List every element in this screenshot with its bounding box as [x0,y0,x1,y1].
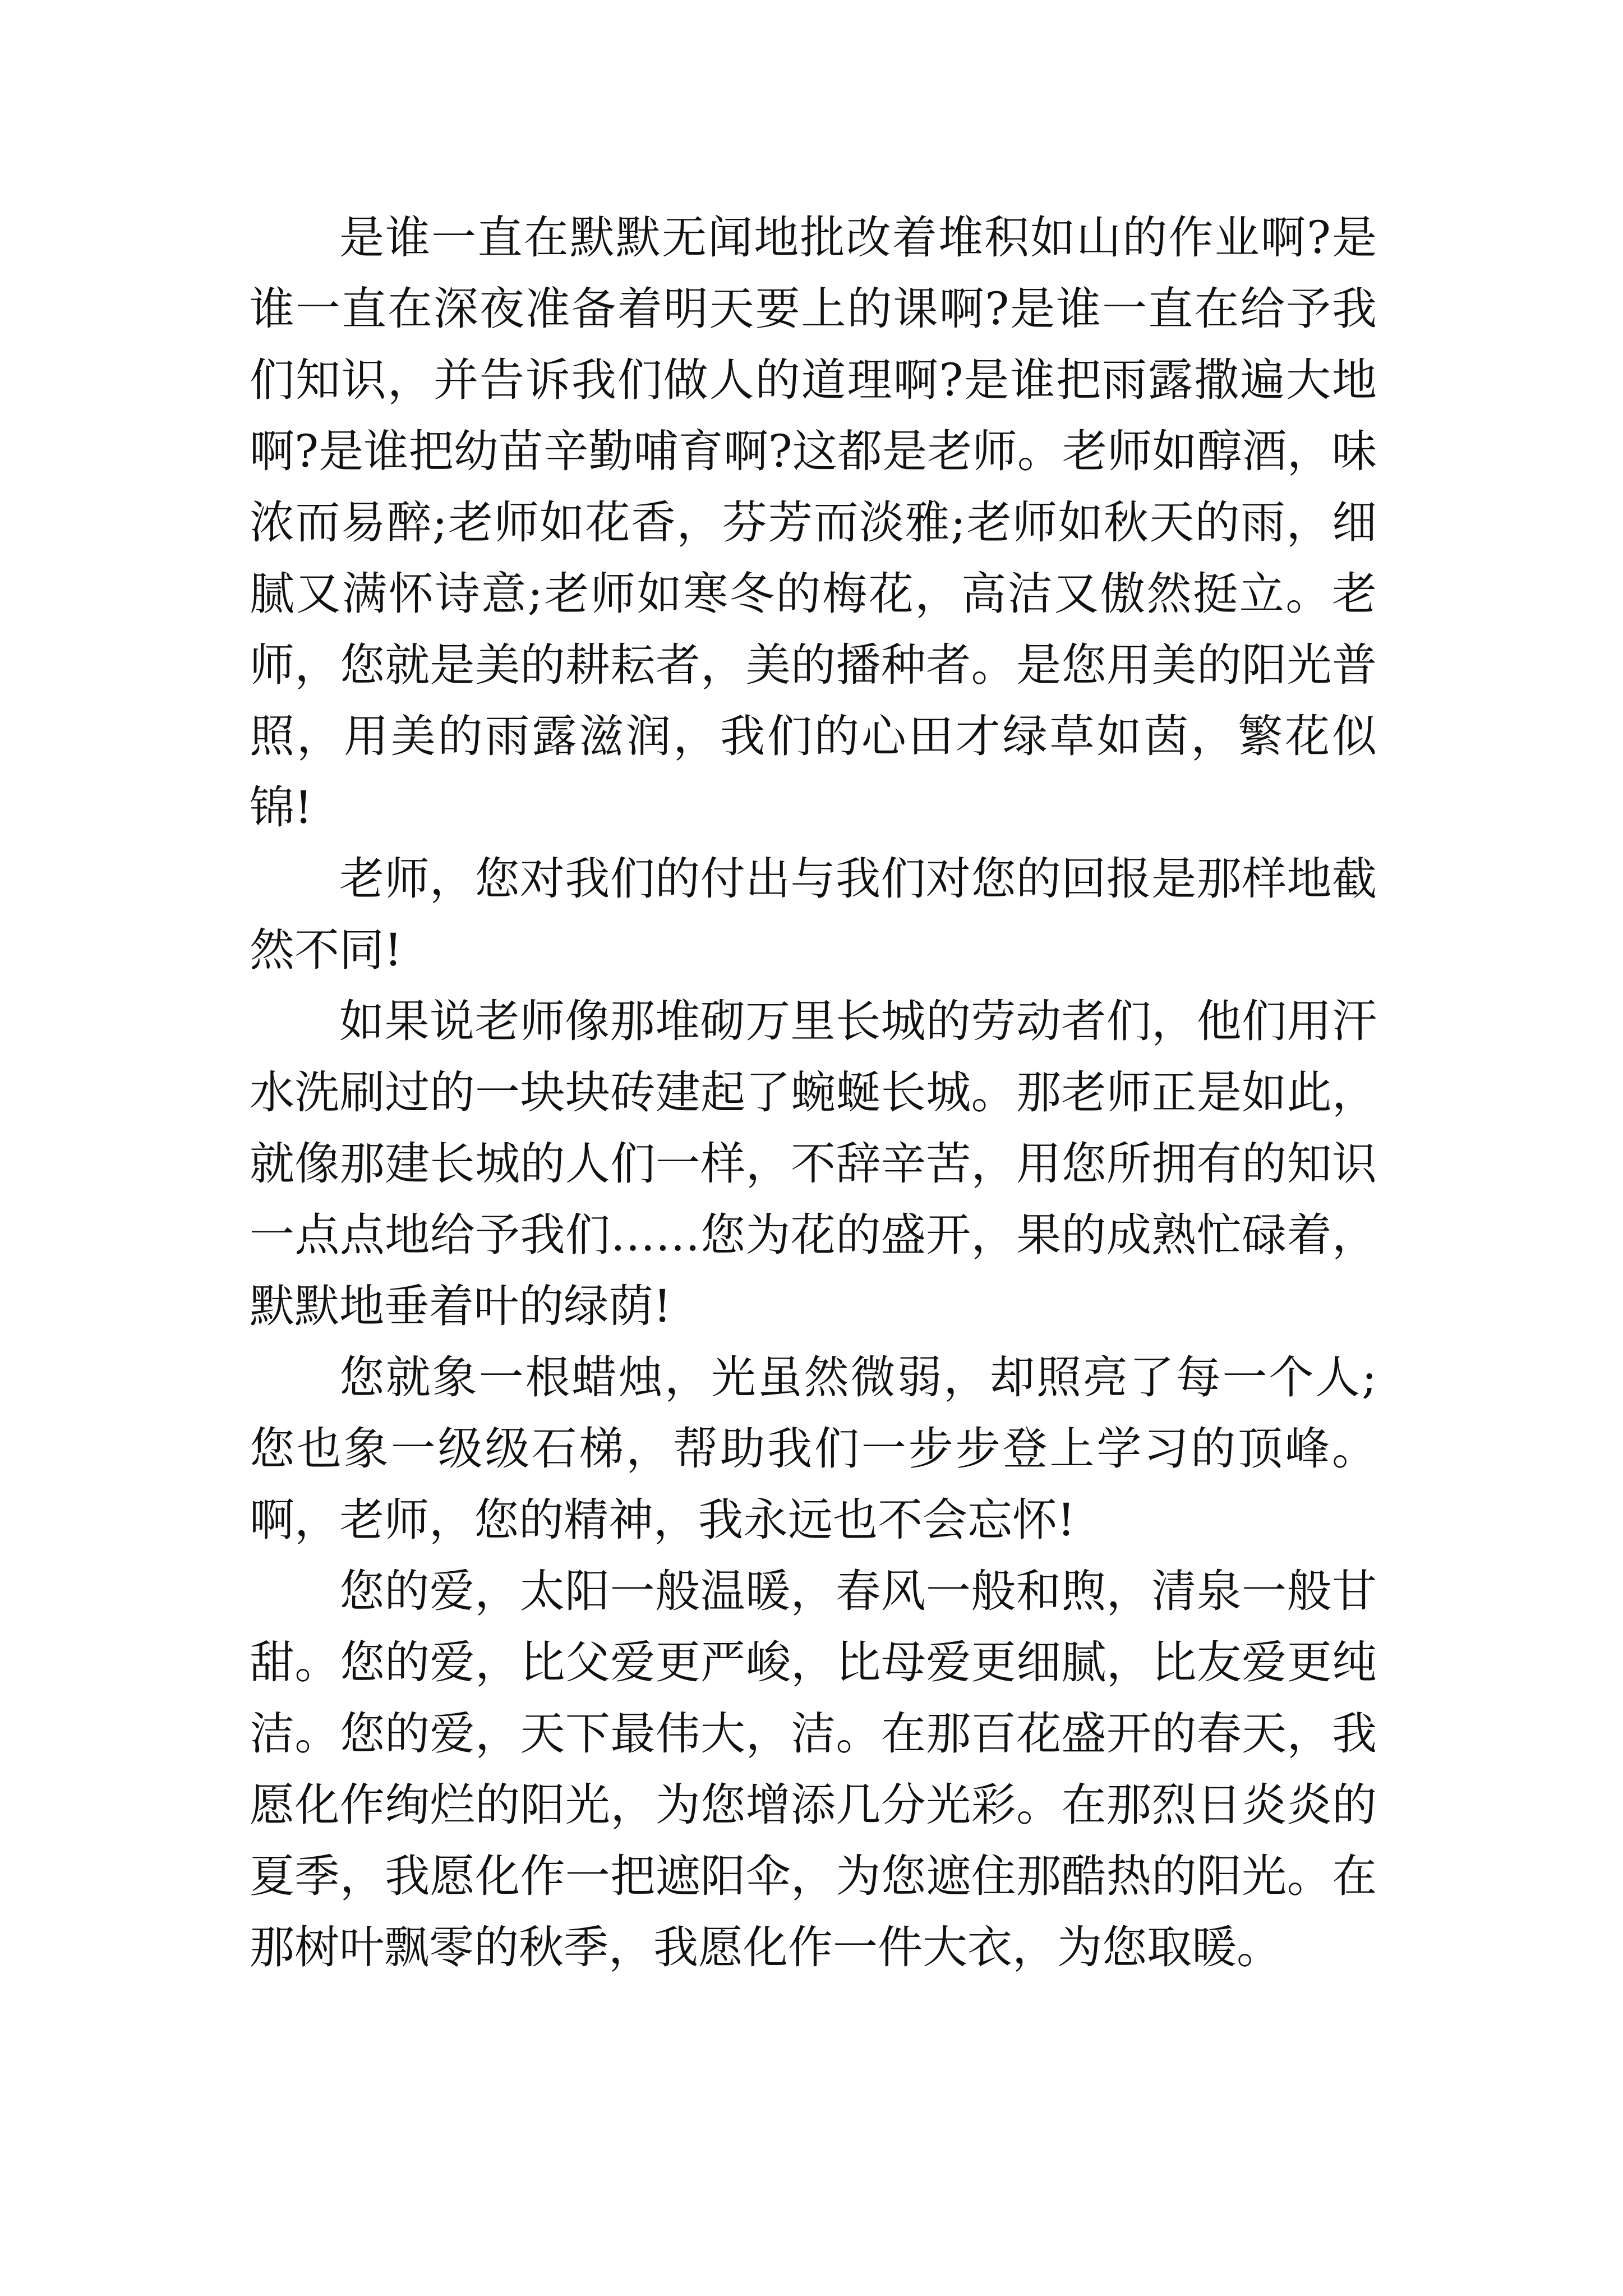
document-body [250,202,1377,1983]
paragraph-1: 是谁一直在默默无闻地批改着堆积如山的作业啊?是谁一直在深夜准备着明天要上的课啊?是谁一直在给予我们知识，并告诉我们做人的道理啊?是谁把雨露撒遍大地啊?是谁把幼苗辛勤哺育啊?这都是老师。老师如醇酒，味浓而易醉;老师如花香，芬芳而淡雅;老师如秋天的雨，细腻又满怀诗意;老师如寒冬的梅花，高洁又傲然挺立。老师，您就是美的耕耘者，美的播种者。是您用美的阳光普照，用美的雨露滋润，我们的心田才绿草如茵，繁花似锦! [250,211,1377,834]
paragraph-3: 如果说老师像那堆砌万里长城的劳动者们，他们用汗水洗刷过的一块块砖建起了蜿蜒长城。那老师正是如此，就像那建长城的人们一样，不辞辛苦，用您所拥有的知识一点点地给予我们……您为花的盛开，果的成熟忙碌着，默默地垂着叶的绿荫! [250,995,1377,1332]
paragraph-4: 您就象一根蜡烛，光虽然微弱，却照亮了每一个人;您也象一级级石梯，帮助我们一步步登上学习的顶峰。啊，老师，您的精神，我永远也不会忘怀! [250,1351,1377,1546]
paragraph-5: 您的爱，太阳一般温暖，春风一般和煦，清泉一般甘甜。您的爱，比父爱更严峻，比母爱更细腻，比友爱更纯洁。您的爱，天下最伟大，洁。在那百花盛开的春天，我愿化作绚烂的阳光，为您增添几分光彩。在那烈日炎炎的夏季，我愿化作一把遮阳伞，为您遮住那酷热的阳光。在那树叶飘零的秋季，我愿化作一件大衣，为您取暖。 [250,1565,1377,1973]
paragraph-2: 老师，您对我们的付出与我们对您的回报是那样地截然不同! [250,853,1377,976]
